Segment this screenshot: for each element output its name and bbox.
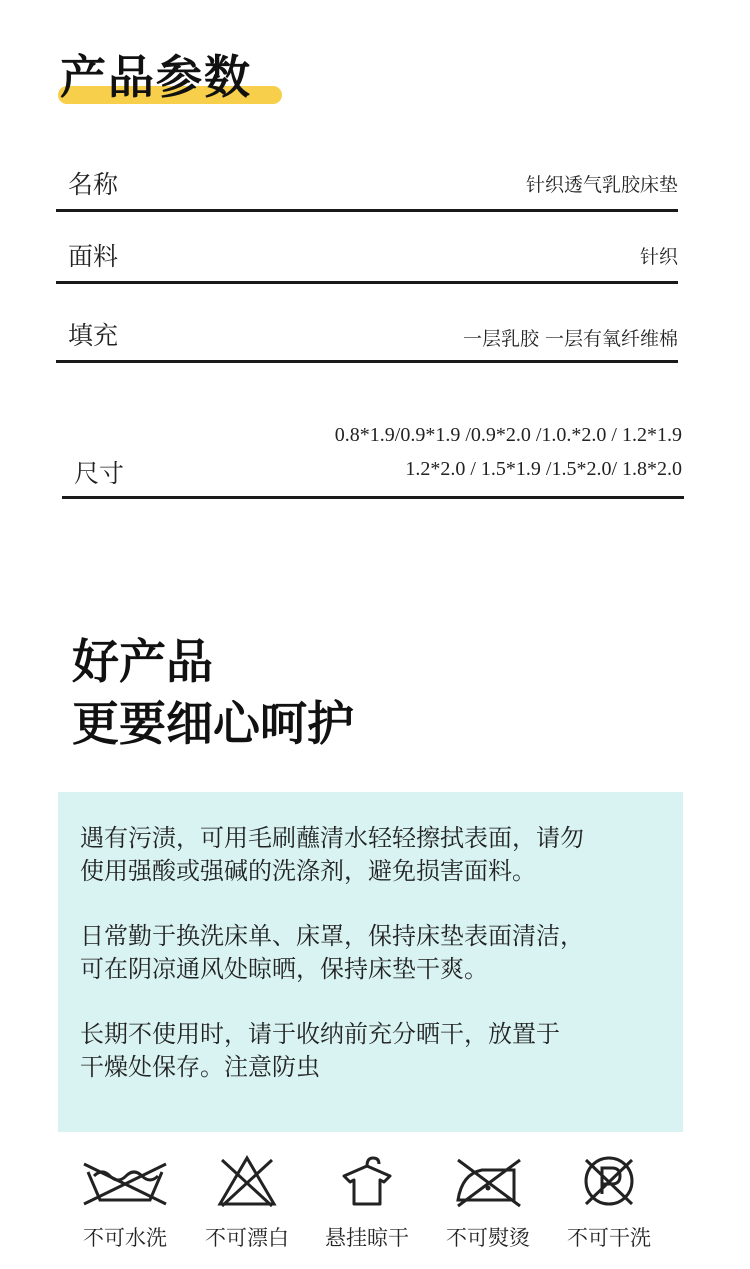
- param-value: 一层乳胶 一层有氧纤维棉: [462, 328, 678, 350]
- title-text: 产品参数: [60, 50, 252, 104]
- care-line: 使用强酸或强碱的洗涤剂，避免损害面料。: [80, 857, 536, 885]
- care-line: 长期不使用时，请于收纳前充分晒干，放置于: [80, 1020, 560, 1048]
- care-paragraph: [80, 920, 670, 986]
- size-values: [335, 418, 682, 486]
- section-title: [58, 48, 288, 110]
- care-heading-line: 更要细心呵护: [72, 697, 354, 752]
- care-heading-line: 好产品: [72, 635, 213, 690]
- care-paragraph: [80, 822, 670, 888]
- care-icon-item: [187, 1152, 307, 1252]
- care-line: 干燥处保存。注意防虫: [80, 1053, 320, 1081]
- param-value: 针织: [639, 246, 678, 268]
- care-paragraph: [80, 1018, 670, 1084]
- param-label: 面料: [68, 242, 119, 271]
- param-row-name: [56, 150, 678, 212]
- care-line: 可在阴凉通风处晾晒，保持床垫干爽。: [80, 955, 488, 983]
- icon-label: 不可干洗: [567, 1226, 651, 1250]
- size-line: 1.2*2.0 / 1.5*1.9 /1.5*2.0/ 1.8*2.0: [405, 458, 682, 480]
- param-value: 针织透气乳胶床垫: [525, 174, 678, 196]
- no-wash-icon: [80, 1152, 170, 1208]
- param-label: 尺寸: [74, 459, 125, 488]
- care-icon-item: [307, 1152, 427, 1252]
- param-row-filling: [56, 298, 678, 363]
- icon-label: 不可熨烫: [446, 1226, 530, 1250]
- icon-label: 不可漂白: [205, 1226, 289, 1250]
- care-icon-item: [65, 1152, 185, 1252]
- care-line: 遇有污渍，可用毛刷蘸清水轻轻擦拭表面，请勿: [80, 824, 584, 852]
- care-heading: [72, 632, 354, 756]
- param-row-fabric: [56, 222, 678, 284]
- size-line: 0.8*1.9/0.9*1.9 /0.9*2.0 /1.0.*2.0 / 1.2*1.9: [334, 424, 682, 446]
- param-label: 名称: [68, 170, 119, 199]
- care-icon-item: [549, 1152, 669, 1252]
- param-label: 填充: [68, 321, 119, 350]
- care-line: 日常勤于换洗床单、床罩，保持床垫表面清洁，: [80, 922, 584, 950]
- care-instructions-box: [58, 792, 683, 1132]
- icon-label: 不可水洗: [83, 1226, 167, 1250]
- param-row-size: [62, 404, 684, 499]
- care-icon-item: [428, 1152, 548, 1252]
- hang-dry-icon: [332, 1152, 402, 1208]
- icon-label: 悬挂晾干: [325, 1226, 409, 1250]
- no-bleach-icon: [212, 1152, 282, 1208]
- no-dry-clean-icon: [574, 1152, 644, 1208]
- no-iron-icon: [448, 1152, 528, 1208]
